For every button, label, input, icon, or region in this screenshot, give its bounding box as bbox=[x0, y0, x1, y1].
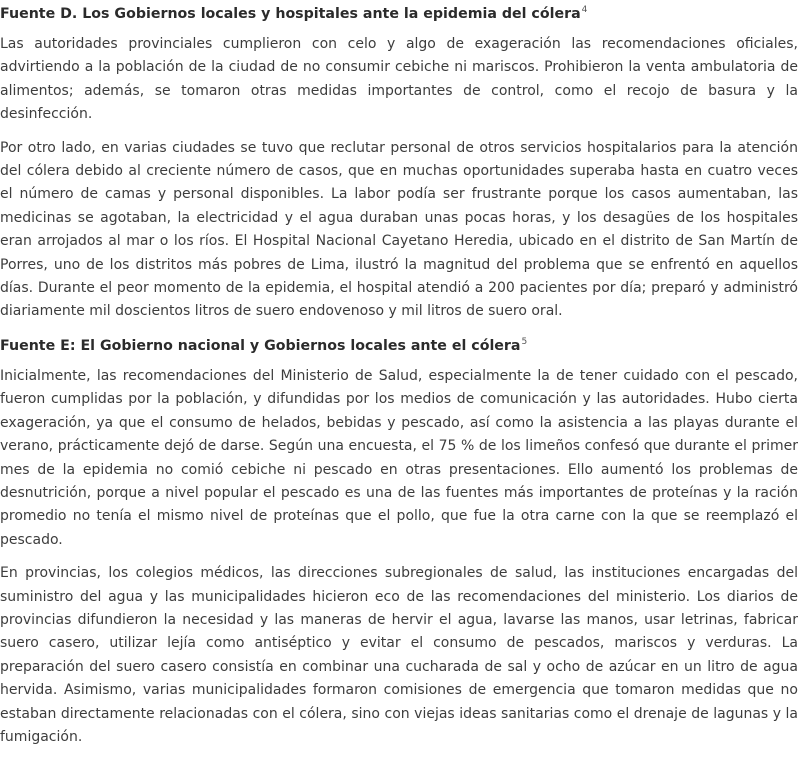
source-d-heading bbox=[0, 0, 798, 24]
source-d-paragraph-2: Por otro lado, en varias ciudades se tuvo que reclutar personal de otros servicios hospitalarios para la atención del cólera debido al creciente número de casos, que en muchas oportunidades superaba hasta en cuatro veces el número de camas y personal disponibles. La labor podía ser frustrante porque los casos aumentaban, las medicinas se agotaban, la electricidad y el agua duraban unas pocas horas, y los desagües de los hospitales eran arrojados al mar o los ríos. El Hospital Nacional Cayetano Heredia, ubicado en el distrito de San Martín de Porres, uno de los distritos más pobres de Lima, ilustró la magnitud del problema que se enfrentó en aquellos días. Durante el peor momento de la epidemia, el hospital atendió a 200 pacientes por día; preparó y administró diariamente mil doscientos litros de suero endovenoso y mil litros de suero oral. bbox=[0, 139, 798, 320]
source-e-paragraph-1: Inicialmente, las recomendaciones del Ministerio de Salud, especialmente la de tener cuidado con el pescado, fueron cumplidas por la población, y difundidas por los medios de comunicación y las autoridades. Hubo cierta exageración, ya que el consumo de helados, bebidas y pescado, así como la asistencia a las playas durante el verano, prácticamente dejó de darse. Según una encuesta, el 75 % de los limeños confesó que durante el primer mes de la epidemia no comió cebiche ni pescado en otras presentaciones. Ello aumentó los problemas de desnutrición, porque a nivel popular el pescado es una de las fuentes más importantes de proteínas y la ración promedio no tenía el mismo nivel de proteínas que el pollo, que fue la otra carne con la que se reemplazó el pescado. bbox=[0, 367, 798, 548]
source-d-heading-text: Fuente D. Los Gobiernos locales y hospitales ante la epidemia del cólera bbox=[0, 6, 581, 22]
footnote-marker-4: 4 bbox=[581, 5, 588, 15]
source-d-paragraph-1: Las autoridades provinciales cumplieron con celo y algo de exageración las recomendaciones oficiales, advirtiendo a la población de la ciudad de no consumir cebiche ni mariscos. Prohibieron la venta ambulatoria de alimentos; además, se tomaron otras medidas importantes de control, como el recojo de basura y la desinfección. bbox=[0, 36, 798, 123]
source-e-paragraph-2: En provincias, los colegios médicos, las direcciones subregionales de salud, las instituciones encargadas del suministro del agua y las municipalidades hicieron eco de las recomendaciones del ministerio. Los diarios de provincias difundieron la necesidad y las maneras de hervir el agua, lavarse las manos, usar letrinas, fabricar suero casero, utilizar lejía como antiséptico y evitar el consumo de pescados, mariscos y verduras. La preparación del suero casero consistía en combinar una cucharada de sal y ocho de azúcar en un litro de agua hervida. Asimismo, varias municipalidades formaron comisiones de emergencia que tomaron medidas que no estaban directamente relacionadas con el cólera, sino con viejas ideas sanitarias como el drenaje de lagunas y la fumigación. bbox=[0, 565, 798, 745]
source-e-heading bbox=[0, 332, 798, 356]
source-e-heading-text: Fuente E: El Gobierno nacional y Gobiernos locales ante el cólera bbox=[0, 337, 521, 354]
footnote-marker-5: 5 bbox=[521, 336, 528, 347]
